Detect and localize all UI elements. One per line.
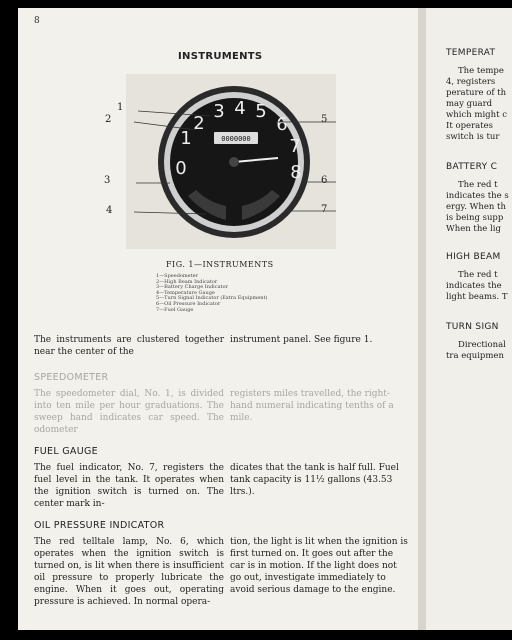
right-line: It operates [446, 121, 494, 131]
right-line: light beams. T [446, 292, 508, 302]
instrument-cluster-photo [126, 74, 336, 249]
right-line: indicates the [446, 281, 502, 291]
right-heading-high-beam: HIGH BEAM [446, 252, 501, 262]
page-title: INSTRUMENTS [178, 51, 263, 62]
callout-4: 4 [106, 205, 113, 216]
gauge-number-3: 3 [213, 101, 225, 122]
right-line: When the lig [446, 224, 501, 234]
page-number: 8 [34, 16, 40, 26]
gauge-number-6: 6 [276, 114, 288, 135]
right-line: switch is tur [446, 132, 500, 142]
speedometer-left-column: The speedometer dial, No. 1, is divided into ten mile per hour graduations. The sweep hand indicates car speed. The odometer [34, 389, 224, 435]
gauge-number-7: 7 [289, 136, 301, 157]
odometer-text: 0000000 [221, 135, 251, 143]
right-line: is being supp [446, 213, 504, 223]
legend-item: 6—Oil Pressure Indicator [156, 300, 221, 307]
intro-right-column: instrument panel. See figure 1. [230, 335, 373, 345]
right-line: Directional [458, 340, 506, 350]
callout-1: 1 [117, 102, 124, 113]
callout-2: 2 [105, 114, 112, 125]
legend-item: 5—Turn Signal Indicator (Extra Equipment) [156, 295, 268, 302]
right-line: indicates the s [446, 191, 509, 201]
section-heading-oil-pressure: OIL PRESSURE INDICATOR [34, 520, 165, 531]
callout-7: 7 [321, 204, 328, 215]
speedometer-right-column: registers miles travelled, the right-hand numeral indicating tenths of a mile. [230, 389, 394, 423]
right-heading-turn-signal: TURN SIGN [446, 322, 499, 332]
gauge-number-8: 8 [290, 162, 302, 183]
right-line: The red t [458, 180, 498, 190]
legend-item: 3—Battery Charge Indicator [156, 284, 228, 291]
right-heading-temperature: TEMPERAT [446, 48, 496, 58]
oil-pressure-left-column: The red telltale lamp, No. 6, which operates when the ignition switch is turned on, is lit when there is insufficient oil pressure to properly lubricate the engine. When it goes out, operating pressure is achieved. In normal opera- [34, 537, 224, 607]
legend-item: 1—Speedometer [156, 273, 198, 279]
right-line: The red t [458, 270, 498, 280]
legend-item: 7—Fuel Gauge [156, 306, 194, 313]
callout-6: 6 [321, 175, 328, 186]
gauge-number-5: 5 [255, 101, 267, 122]
oil-pressure-right-column: tion, the light is lit when the ignition is first turned on. It goes out after the car is in motion. If the light does not go out, investigate immediately to avoid serious damage to the engine. [230, 537, 408, 595]
right-line: tra equipmen [446, 351, 504, 361]
gauge-number-1: 1 [180, 128, 192, 149]
right-line: 4, registers [446, 77, 496, 87]
callout-3: 3 [104, 175, 111, 186]
right-line: The tempe [458, 66, 504, 76]
instrument-cluster-illustration [126, 74, 336, 249]
gauge-number-4: 4 [234, 98, 246, 119]
right-line: ergy. When th [446, 202, 506, 212]
right-page-partial [426, 8, 512, 630]
right-line: perature of th [446, 88, 507, 98]
legend-item: 4—Temperature Gauge [156, 289, 215, 296]
right-line: which might c [446, 110, 507, 120]
section-heading-speedometer: SPEEDOMETER [34, 372, 109, 383]
intro-left-column: The instruments are clustered together near the center of the [34, 335, 224, 357]
legend-item: 2—High Beam Indicator [156, 278, 218, 285]
figure-legend [156, 274, 267, 313]
callout-5: 5 [321, 114, 328, 125]
section-heading-fuel-gauge: FUEL GAUGE [34, 446, 98, 457]
fuel-gauge-right-column: dicates that the tank is half full. Fuel tank capacity is 11½ gallons (43.53 ltrs.). [230, 463, 399, 497]
book-gutter [418, 8, 426, 630]
left-page [18, 8, 418, 630]
gauge-number-2: 2 [193, 113, 205, 134]
right-heading-battery: BATTERY C [446, 162, 498, 172]
fuel-gauge-left-column: The fuel indicator, No. 7, registers the fuel level in the tank. It operates when the ignition switch is turned on. The center mark in- [34, 463, 224, 509]
gauge-number-0: 0 [175, 158, 187, 179]
needle-hub [229, 157, 239, 167]
right-line: may guard [446, 99, 493, 109]
figure-caption: FIG. 1—INSTRUMENTS [166, 260, 274, 269]
